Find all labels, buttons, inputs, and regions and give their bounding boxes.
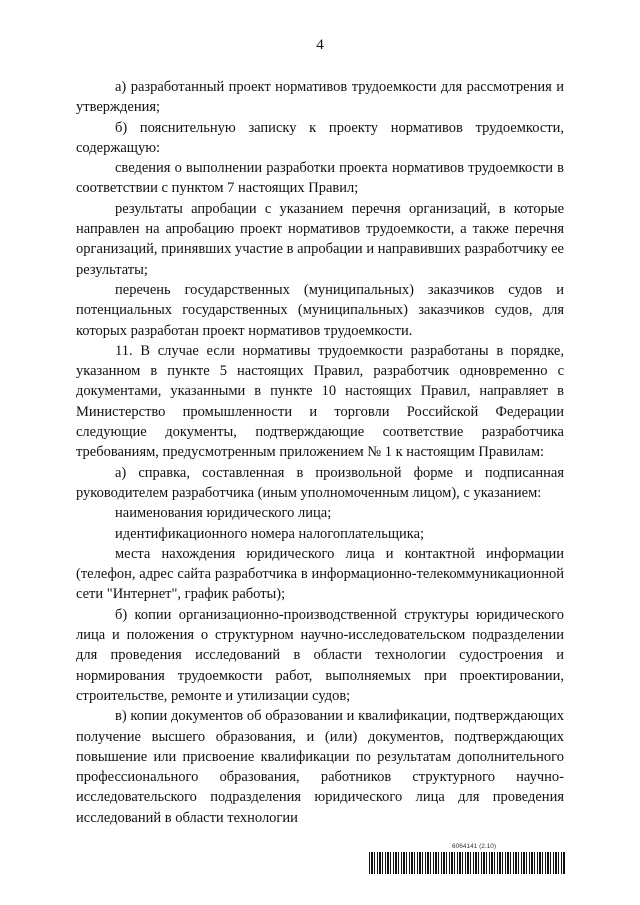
- paragraph: б) копии организационно-производственной структуры юридического лица и положения о структурном научно-исследовательском подразделении для проведения исследований в области технологии судостроения и нормирования трудоемкости работ, выполняемых при проектировании, строительстве, ремонте и утилизации судов;: [76, 606, 564, 704]
- document-stamp: 6064141 (2.10): [452, 843, 497, 850]
- paragraph: в) копии документов об образовании и квалификации, подтверждающих получение высшего образования, и (или) документов, подтверждающих повышение или присвоение квалификации по результатам дополнительного профессионального образования, работников структурного научно-исследовательского подразделения юридического лица для проведения исследований в области технологии: [76, 708, 564, 826]
- document-body: [76, 77, 564, 828]
- paragraph: наименования юридического лица;: [115, 505, 332, 522]
- paragraph: места нахождения юридического лица и контактной информации (телефон, адрес сайта разработчика в информационно-телекоммуникационной сети "Интернет", график работы);: [76, 545, 564, 603]
- paragraph: а) справка, составленная в произвольной форме и подписанная руководителем разработчика (иным уполномоченным лицом), с указанием:: [76, 464, 564, 501]
- paragraph: идентификационного номера налогоплательщика;: [115, 525, 425, 542]
- paragraph: а) разработанный проект нормативов трудоемкости для рассмотрения и утверждения;: [76, 79, 564, 116]
- paragraph: перечень государственных (муниципальных) заказчиков судов и потенциальных государственных (муниципальных) заказчиков судов, для которых разработан проект нормативов трудоемкости.: [76, 281, 564, 339]
- page-number: 4: [316, 37, 324, 53]
- paragraph: 11. В случае если нормативы трудоемкости разработаны в порядке, указанном в пункте 5 настоящих Правил, разработчик одновременно с документами, указанными в пункте 10 настоящих Правил, направляет в Министерство промышленности и торговли Российской Федерации следующие документы, подтверждающие соответствие разработчика требованиям, предусмотренным приложением № 1 к настоящим Правилам:: [76, 342, 564, 461]
- paragraph: б) пояснительную записку к проекту нормативов трудоемкости, содержащую:: [76, 119, 564, 156]
- paragraph: результаты апробации с указанием перечня организаций, в которые направлен на апробацию проект нормативов трудоемкости, а также перечня организаций, принявших участие в апробации и направивших разработчику ее результаты;: [76, 200, 564, 278]
- paragraph: сведения о выполнении разработки проекта нормативов трудоемкости в соответствии с пунктом 7 настоящих Правил;: [76, 160, 564, 197]
- barcode: [369, 852, 565, 874]
